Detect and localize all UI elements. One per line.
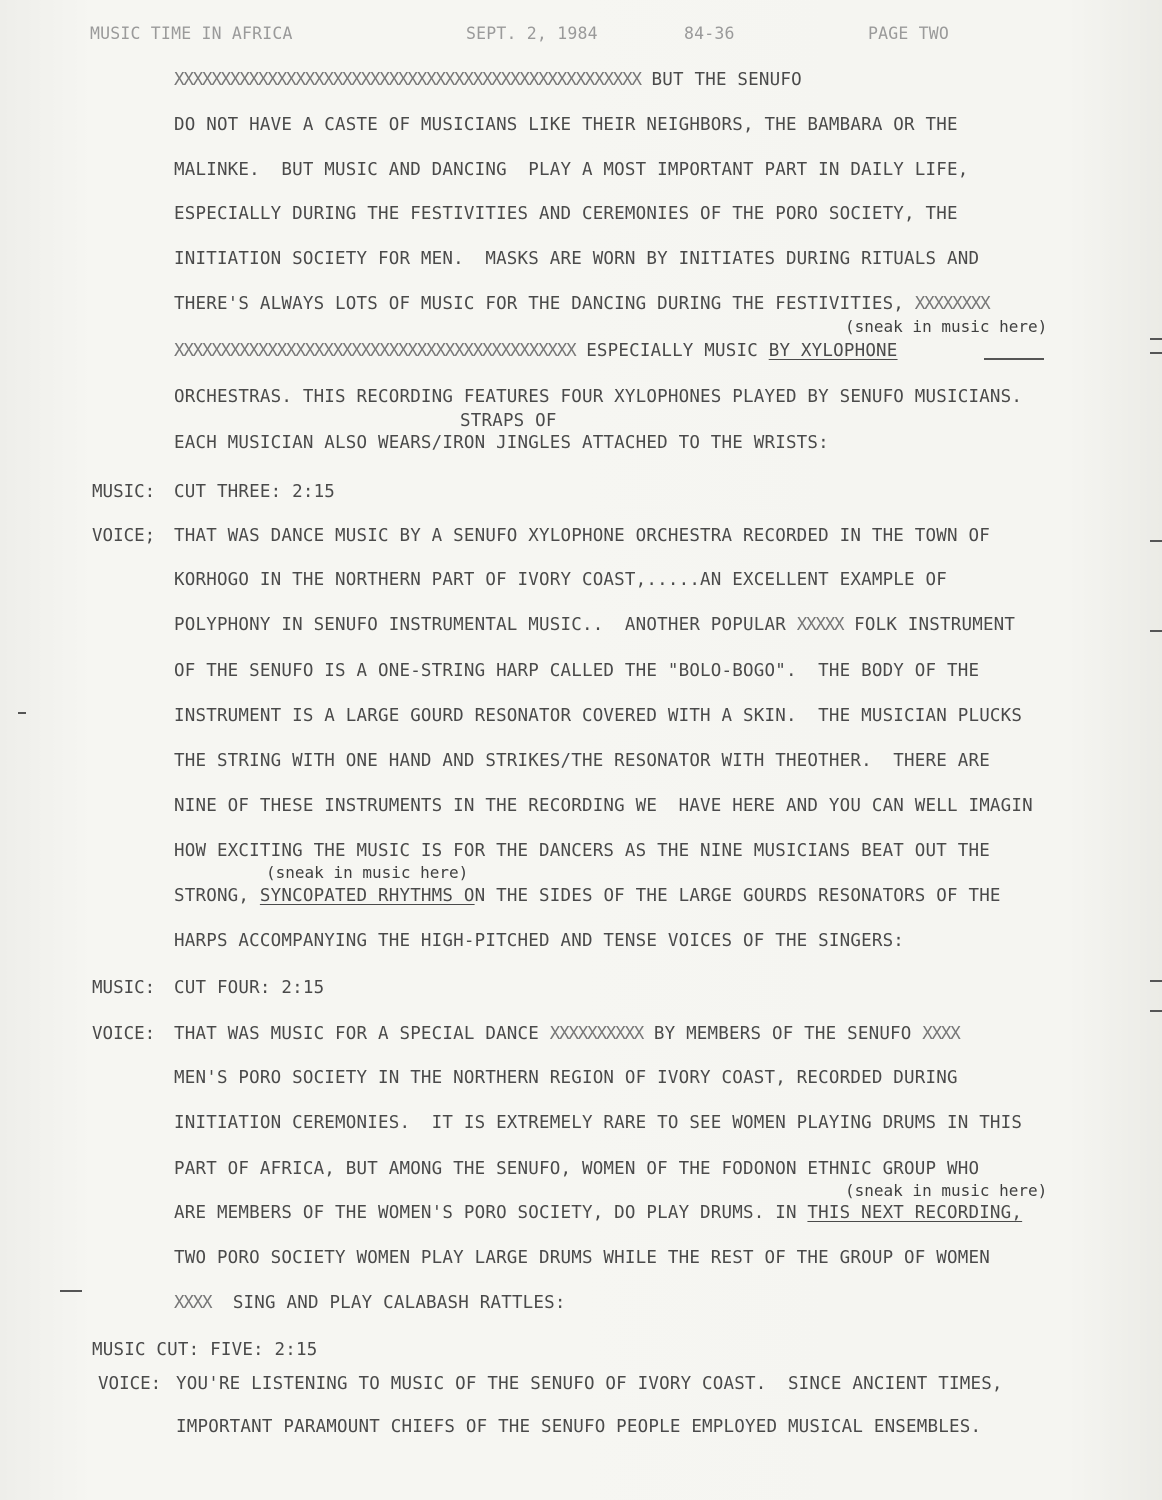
para1-line-1: XXXXXXXXXXXXXXXXXXXXXXXXXXXXXXXXXXXXXXXXXXXXXXXXXX BUT THE SENUFO <box>174 70 802 90</box>
para1-line-8: ORCHESTRAS. THIS RECORDING FEATURES FOUR XYLOPHONES PLAYED BY SENUFO MUSICIANS. <box>174 387 1023 407</box>
edge-mark <box>18 712 26 714</box>
para3-line-5: ARE MEMBERS OF THE WOMEN'S PORO SOCIETY, DO PLAY DRUMS. IN THIS NEXT RECORDING, <box>174 1203 1023 1223</box>
cue-label: MUSIC: <box>92 482 156 502</box>
header-date: SEPT. 2, 1984 <box>466 24 598 43</box>
cue-label: MUSIC: <box>92 978 156 998</box>
para2-line-1: THAT WAS DANCE MUSIC BY A SENUFO XYLOPHONE ORCHESTRA RECORDED IN THE TOWN OF <box>174 526 990 546</box>
voice-label: VOICE: <box>98 1374 162 1394</box>
cue-three: CUT THREE: 2:15 <box>174 482 336 502</box>
handwritten-note-sneak-music: (sneak in music here) <box>845 317 1048 336</box>
para3-line-3: INITIATION CEREMONIES. IT IS EXTREMELY RARE TO SEE WOMEN PLAYING DRUMS IN THIS <box>174 1113 1023 1133</box>
para3-line-1: THAT WAS MUSIC FOR A SPECIAL DANCE XXXXXXXXXX BY MEMBERS OF THE SENUFO XXXX <box>174 1024 960 1044</box>
cue-five: MUSIC CUT: FIVE: 2:15 <box>92 1340 318 1360</box>
para3-line-2: MEN'S PORO SOCIETY IN THE NORTHERN REGION OF IVORY COAST, RECORDED DURING <box>174 1068 958 1088</box>
para2-line-2: KORHOGO IN THE NORTHERN PART OF IVORY COAST,.....AN EXCELLENT EXAMPLE OF <box>174 570 947 590</box>
edge-mark <box>1150 338 1162 340</box>
para3-line-4: PART OF AFRICA, BUT AMONG THE SENUFO, WOMEN OF THE FODONON ETHNIC GROUP WHO <box>174 1159 980 1179</box>
para2-line-4: OF THE SENUFO IS A ONE-STRING HARP CALLED THE "BOLO-BOGO". THE BODY OF THE <box>174 661 980 681</box>
handwritten-note-sneak-music: (sneak in music here) <box>845 1181 1048 1200</box>
para1-line-2: DO NOT HAVE A CASTE OF MUSICIANS LIKE THEIR NEIGHBORS, THE BAMBARA OR THE <box>174 115 958 135</box>
para1-line-4: ESPECIALLY DURING THE FESTIVITIES AND CEREMONIES OF THE PORO SOCIETY, THE <box>174 204 958 224</box>
para2-line-7: NINE OF THESE INSTRUMENTS IN THE RECORDING WE HAVE HERE AND YOU CAN WELL IMAGIN <box>174 796 1033 816</box>
para2-line-9: STRONG, SYNCOPATED RHYTHMS ON THE SIDES OF THE LARGE GOURDS RESONATORS OF THE <box>174 886 1001 906</box>
struck-text: XXXXX <box>796 615 844 635</box>
para1-line-9: EACH MUSICIAN ALSO WEARS/IRON JINGLES ATTACHED TO THE WRISTS: <box>174 433 829 453</box>
para1-line-5: INITIATION SOCIETY FOR MEN. MASKS ARE WORN BY INITIATES DURING RITUALS AND <box>174 249 980 269</box>
header-page: PAGE TWO <box>868 24 950 43</box>
cue-four: CUT FOUR: 2:15 <box>174 978 325 998</box>
para4-line-1: YOU'RE LISTENING TO MUSIC OF THE SENUFO OF IVORY COAST. SINCE ANCIENT TIMES, <box>176 1374 1003 1394</box>
struck-text: XXXX <box>174 1293 212 1313</box>
para1-line-3: MALINKE. BUT MUSIC AND DANCING PLAY A MOST IMPORTANT PART IN DAILY LIFE, <box>174 160 969 180</box>
edge-mark <box>60 1290 82 1292</box>
para2-line-6: THE STRING WITH ONE HAND AND STRIKES/THE RESONATOR WITH THEOTHER. THERE ARE <box>174 751 990 771</box>
underline-rule <box>984 358 1044 360</box>
struck-text: XXXX <box>922 1024 960 1044</box>
para2-line-5: INSTRUMENT IS A LARGE GOURD RESONATOR COVERED WITH A SKIN. THE MUSICIAN PLUCKS <box>174 706 1023 726</box>
para1-line-6: THERE'S ALWAYS LOTS OF MUSIC FOR THE DANCING DURING THE FESTIVITIES, XXXXXXXX <box>174 294 990 314</box>
struck-text: XXXXXXXXXXXXXXXXXXXXXXXXXXXXXXXXXXXXXXXXXXX <box>174 341 576 361</box>
handwritten-note-sneak-music: (sneak in music here) <box>266 863 469 882</box>
edge-mark <box>1150 1010 1162 1012</box>
edge-mark <box>1150 980 1162 982</box>
para1-line-7: XXXXXXXXXXXXXXXXXXXXXXXXXXXXXXXXXXXXXXXXXXX ESPECIALLY MUSIC BY XYLOPHONE <box>174 341 898 361</box>
para3-line-6: TWO PORO SOCIETY WOMEN PLAY LARGE DRUMS WHILE THE REST OF THE GROUP OF WOMEN <box>174 1248 990 1268</box>
insert-straps-of: STRAPS OF <box>460 411 557 431</box>
struck-text: XXXXXXXXXXXXXXXXXXXXXXXXXXXXXXXXXXXXXXXXXXXXXXXXXX <box>174 70 641 90</box>
para2-line-10: HARPS ACCOMPANYING THE HIGH-PITCHED AND TENSE VOICES OF THE SINGERS: <box>174 931 905 951</box>
para3-line-7: XXXX SING AND PLAY CALABASH RATTLES: <box>174 1293 566 1313</box>
para4-line-2: IMPORTANT PARAMOUNT CHIEFS OF THE SENUFO PEOPLE EMPLOYED MUSICAL ENSEMBLES. <box>176 1417 982 1437</box>
para2-line-3: POLYPHONY IN SENUFO INSTRUMENTAL MUSIC.. ANOTHER POPULAR XXXXX FOLK INSTRUMENT <box>174 615 1016 635</box>
edge-mark <box>1150 630 1162 632</box>
edge-mark <box>1150 352 1162 354</box>
voice-label: VOICE; <box>92 526 156 546</box>
struck-text: XXXXXXXXXX <box>549 1024 644 1044</box>
struck-text: XXXXXXXX <box>914 294 990 314</box>
edge-mark <box>1150 540 1162 542</box>
voice-label: VOICE: <box>92 1024 156 1044</box>
para2-line-8: HOW EXCITING THE MUSIC IS FOR THE DANCERS AS THE NINE MUSICIANS BEAT OUT THE <box>174 841 990 861</box>
header-number: 84-36 <box>684 24 735 43</box>
header-program: MUSIC TIME IN AFRICA <box>90 24 293 43</box>
